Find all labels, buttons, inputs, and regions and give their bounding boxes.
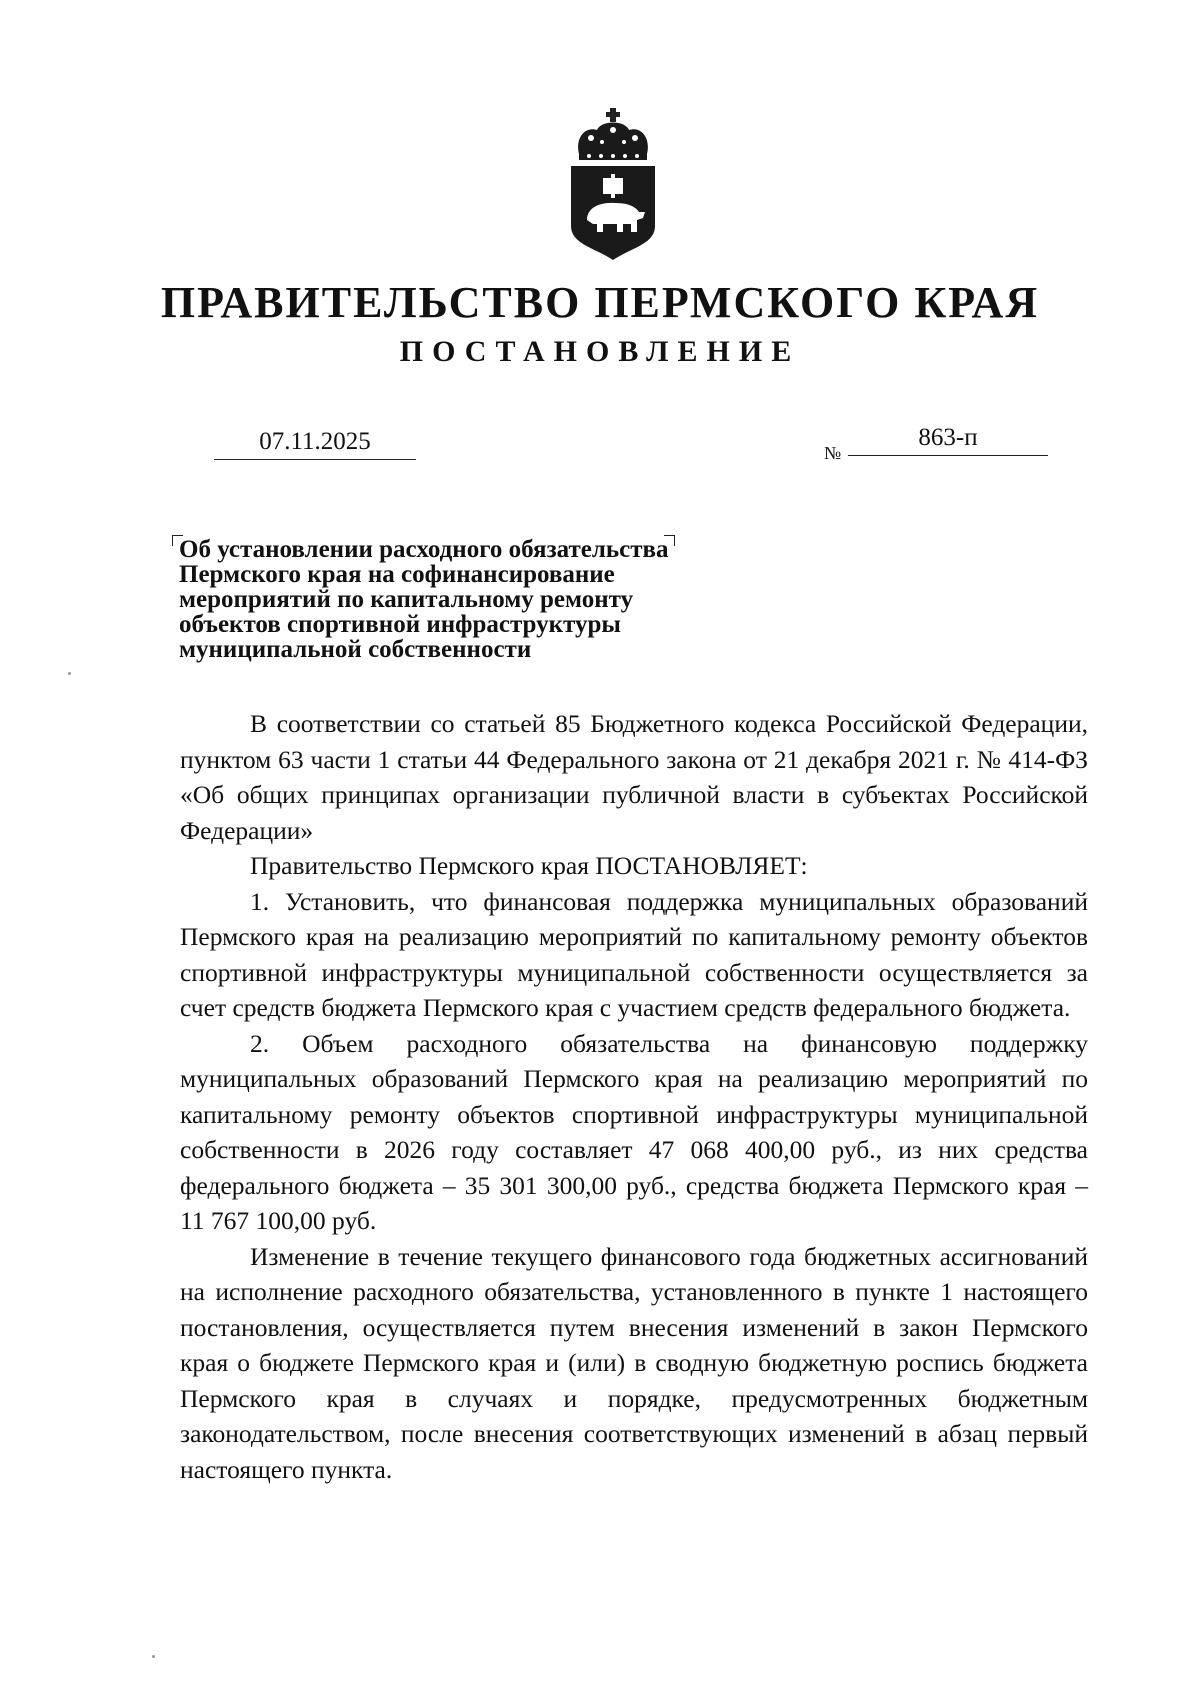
subject-line: муниципальной собственности (179, 636, 532, 663)
body-paragraph: 2. Объем расходного обязательства на финансовую поддержку муниципальных образований Пермского края на реализацию мероприятий по капитальному ремонту объектов спортивной инфраструктуры муниципальной собственности в 2026 году составляет 47 068 400,00 руб., из них средства федерального бюджета – 35 301 300,00 руб., средства бюджета Пермского края – 11 767 100,00 руб. (180, 1028, 1088, 1235)
authority-title: ПРАВИТЕЛЬСТВО ПЕРМСКОГО КРАЯ (160, 278, 1040, 327)
body-paragraph: 1. Установить, что финансовая поддержка муниципальных образований Пермского края на реализацию мероприятий по капитальному ремонту объектов спортивной инфраструктуры муниципальной собственности осуществляется за счет средств бюджета Пермского края с участием средств федерального бюджета. (180, 886, 1088, 1022)
document-type: ПОСТАНОВЛЕНИЕ (399, 335, 801, 368)
document-date: 07.11.2025 (214, 425, 416, 460)
scan-speck (68, 672, 71, 675)
body-paragraph: Правительство Пермского края ПОСТАНОВЛЯЕТ: (250, 851, 808, 880)
subject-line: Пермского края на софинансирование (179, 561, 615, 588)
document-number: 863-п (848, 421, 1048, 456)
body-paragraph: В соответствии со статьей 85 Бюджетного кодекса Российской Федерации, пунктом 63 части 1 статьи 44 Федерального закона от 21 декабря 2021 г. № 414-ФЗ «Об общих принципах организации публичной власти в субъектах Российской Федерации» (180, 709, 1088, 845)
document-body (180, 706, 1088, 1487)
subject-line: объектов спортивной инфраструктуры (179, 611, 621, 638)
document-subject (179, 537, 759, 662)
scan-speck (152, 1655, 155, 1658)
body-paragraph: Изменение в течение текущего финансового года бюджетных ассигнований на исполнение расходного обязательства, установленного в пункте 1 настоящего постановления, осуществляется путем внесения изменений в закон Пермского края о бюджете Пермского края и (или) в сводную бюджетную роспись бюджета Пермского края в случаях и порядке, предусмотренных бюджетным законодательством, после внесения соответствующих изменений в абзац первый настоящего пункта. (180, 1241, 1088, 1484)
number-sign: № (824, 443, 842, 463)
perm-krai-coat-of-arms-icon (565, 108, 661, 260)
subject-line: мероприятий по капитальному ремонту (179, 586, 634, 613)
subject-line: Об установлении расходного обязательства (179, 536, 669, 563)
